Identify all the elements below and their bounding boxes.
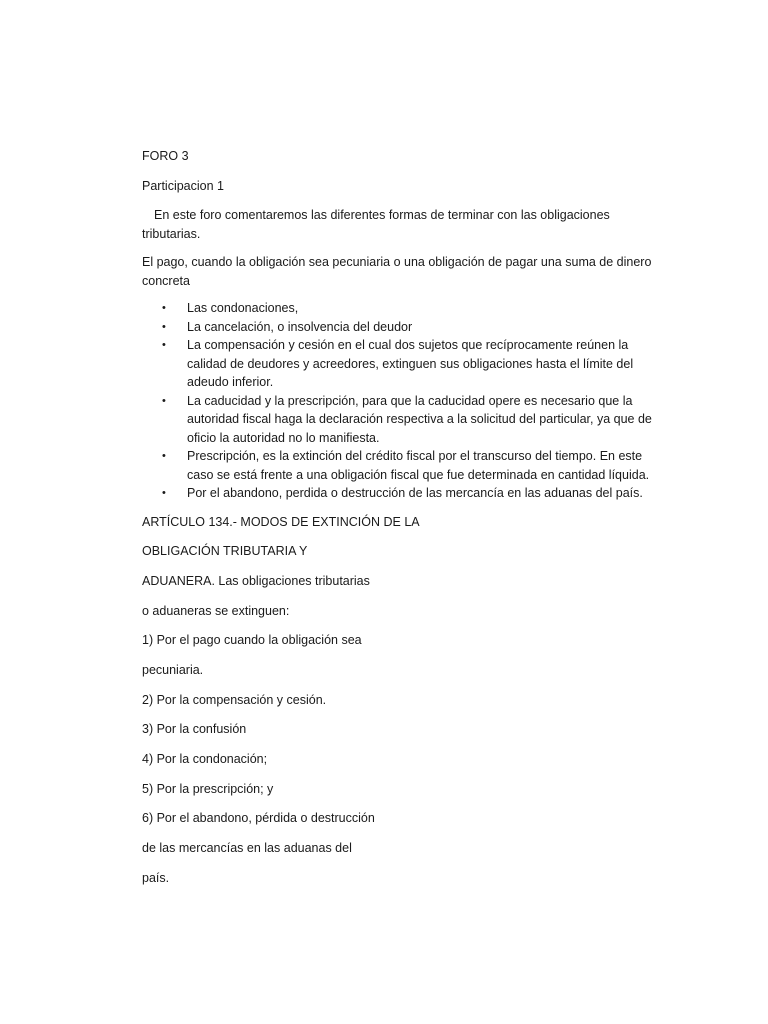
list-item	[142, 318, 662, 337]
article-line: 2) Por la compensación y cesión.	[142, 692, 327, 707]
bullet-text: Prescripción, es la extinción del crédito fiscal por el transcurso del tiempo. En este caso se está frente a una obligación fiscal que fue determinada en cantidad líquida.	[187, 449, 650, 482]
article-line: ADUANERA. Las obligaciones tributarias	[142, 573, 370, 588]
list-item	[142, 336, 662, 392]
intro-paragraph: En este foro comentaremos las diferentes formas de terminar con las obligaciones tributarias.	[142, 208, 610, 241]
payment-paragraph: El pago, cuando la obligación sea pecuniaria o una obligación de pagar una suma de dinero concreta	[142, 255, 652, 288]
article-134-section	[142, 513, 662, 888]
article-line: o aduaneras se extinguen:	[142, 603, 290, 618]
bullet-icon: •	[162, 450, 166, 462]
extinction-bullet-list	[142, 299, 662, 503]
article-line: país.	[142, 870, 170, 885]
article-line: 4) Por la condonación;	[142, 752, 268, 766]
bullet-icon: •	[162, 320, 166, 333]
bullet-text: La compensación y cesión en el cual dos sujetos que recíprocamente reúnen la calidad de deudores y acreedores, extinguen sus obligaciones hasta el límite del adeudo inferior.	[187, 338, 634, 389]
bullet-icon: •	[162, 302, 166, 314]
document-body	[142, 147, 662, 898]
article-line: de las mercancías en las aduanas del	[142, 841, 352, 856]
list-item	[142, 447, 662, 484]
article-line: OBLIGACIÓN TRIBUTARIA Y	[142, 544, 308, 559]
bullet-text: La caducidad y la prescripción, para que la caducidad opere es necesario que la autoridad fiscal haga la declaración respectiva a la solicitud del particular, ya que de oficio la autoridad no lo manifiesta.	[187, 393, 652, 445]
list-item	[142, 299, 662, 318]
bullet-text: La cancelación, o insolvencia del deudor	[187, 319, 413, 334]
bullet-icon: •	[162, 487, 166, 499]
list-item	[142, 392, 662, 448]
article-line: ARTÍCULO 134.- MODOS DE EXTINCIÓN DE LA	[142, 514, 420, 529]
bullet-icon: •	[162, 394, 166, 407]
article-line: 6) Por el abandono, pérdida o destrucción	[142, 811, 375, 826]
bullet-text: Las condonaciones,	[187, 301, 299, 315]
bullet-text: Por el abandono, perdida o destrucción de las mercancía en las aduanas del país.	[187, 486, 643, 500]
list-item	[142, 484, 662, 503]
article-line: 5) Por la prescripción; y	[142, 781, 274, 796]
document-subtitle: Participacion 1	[142, 178, 224, 193]
document-title: FORO 3	[142, 149, 189, 163]
article-line: 1) Por el pago cuando la obligación sea	[142, 633, 362, 648]
bullet-icon: •	[162, 339, 166, 351]
article-line: pecuniaria.	[142, 662, 204, 677]
article-line: 3) Por la confusión	[142, 722, 247, 737]
